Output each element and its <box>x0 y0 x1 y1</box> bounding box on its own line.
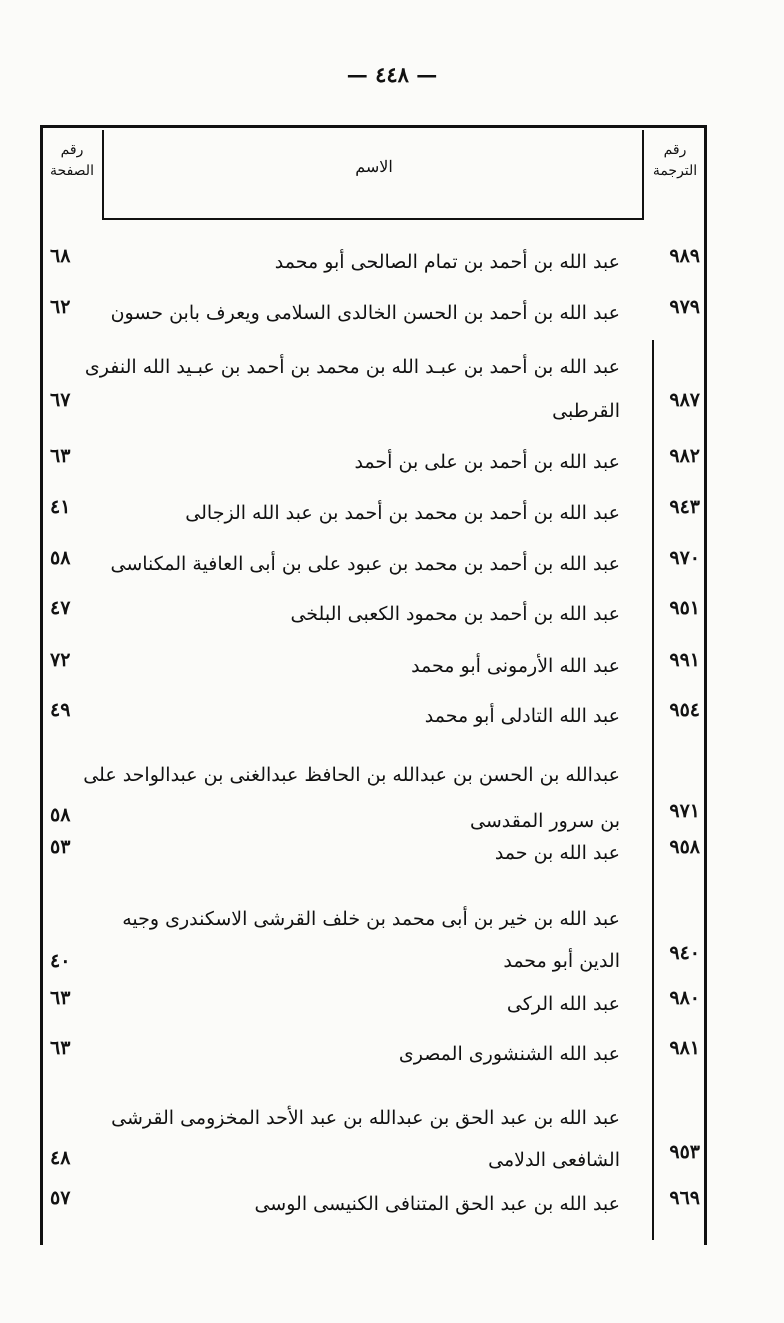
entry-page: ٤٩ <box>50 699 71 721</box>
entry-number: ٩٧١ <box>669 800 700 822</box>
entry-page: ٥٨ <box>50 547 71 569</box>
entry-number: ٩٤٠ <box>669 942 700 964</box>
entry-number: ٩٨٧ <box>669 389 700 411</box>
entry-page: ٦٨ <box>50 245 71 267</box>
entry-page: ٦٢ <box>50 296 71 318</box>
entry-name: عبد الله بن أحمد بن على بن أحمد <box>354 451 620 473</box>
entry-number: ٩٥١ <box>669 597 700 619</box>
entry-name: عبد الله بن عبد الحق بن عبدالله بن عبد الأحد المخزومى القرشى الشافعى الدلامى <box>111 1107 620 1171</box>
entry-number: ٩٥٤ <box>669 699 700 721</box>
entry-number: ٩٩١ <box>669 649 700 671</box>
entry-page: ٥٧ <box>50 1187 71 1209</box>
entry-number: ٩٤٣ <box>669 496 700 518</box>
entry-page: ٧٢ <box>50 649 71 671</box>
entry-page: ٦٣ <box>50 445 71 467</box>
entry-page: ٦٣ <box>50 1037 71 1059</box>
entry-name: عبد الله بن أحمد بن الحسن الخالدى السلامى ويعرف بابن حسون <box>110 302 620 324</box>
entry-page: ٦٧ <box>50 389 71 411</box>
entry-page: ٤١ <box>50 496 71 518</box>
entry-name: عبد الله بن أحمد بن محمود الكعبى البلخى <box>290 603 620 625</box>
entry-number: ٩٧٠ <box>669 547 700 569</box>
entry-number: ٩٨٠ <box>669 987 700 1009</box>
entry-number: ٩٦٩ <box>669 1187 700 1209</box>
entry-name: عبد الله بن أحمد بن محمد بن أحمد بن عبد الله الزجالى <box>185 502 620 524</box>
entry-name: عبد الله التادلى أبو محمد <box>424 705 620 727</box>
entry-name: عبد الله الركى <box>506 993 620 1015</box>
index-table <box>40 125 706 1248</box>
entry-number: ٩٨٢ <box>669 445 700 467</box>
entry-name: عبد الله بن أحمد بن محمد بن عبود على بن أبى العافية المكناسى <box>110 553 620 575</box>
right-border <box>704 125 707 1245</box>
entry-page: ٤٠ <box>50 950 71 972</box>
number-column-header: رقم الترجمة <box>652 142 698 179</box>
entry-number: ٩٨١ <box>669 1037 700 1059</box>
entry-name: عبد الله الأرمونى أبو محمد <box>411 655 620 677</box>
number-column-line <box>652 340 654 1240</box>
entry-name: عبد الله بن خير بن أبى محمد بن خلف القرشى الاسكندرى وجيه الدين أبو محمد <box>122 908 620 972</box>
entry-name: عبد الله بن أحمد بن عبـد الله بن محمد بن أحمد بن عبـيد الله النفرى القرطبى <box>84 356 620 422</box>
entry-name: عبد الله بن عبد الحق المتنافى الكنيسى الوسى <box>254 1193 620 1215</box>
entry-number: ٩٨٩ <box>669 245 700 267</box>
entry-number: ٩٧٩ <box>669 296 700 318</box>
entry-name: عبد الله الشنشورى المصرى <box>398 1043 620 1065</box>
entry-page: ٤٨ <box>50 1147 71 1169</box>
entry-name: عبد الله بن أحمد بن تمام الصالحى أبو محمد <box>274 251 620 273</box>
page-column-header: رقم الصفحة <box>50 142 94 179</box>
name-column-header: الاسم <box>355 157 393 176</box>
entry-number: ٩٥٣ <box>669 1141 700 1163</box>
entry-name: عبد الله بن حمد <box>494 842 620 864</box>
left-border <box>40 125 43 1245</box>
header-underline <box>104 218 642 220</box>
entry-name: عبدالله بن الحسن بن عبدالله بن الحافظ عبدالغنى بن عبدالواحد على بن سرور المقدسى <box>83 764 620 832</box>
entry-page: ٤٧ <box>50 597 71 619</box>
page-number: — ٤٤٨ — <box>346 62 438 87</box>
entry-number: ٩٥٨ <box>669 836 700 858</box>
entry-page: ٥٣ <box>50 836 71 858</box>
entry-page: ٦٣ <box>50 987 71 1009</box>
entry-page: ٥٨ <box>50 804 71 826</box>
